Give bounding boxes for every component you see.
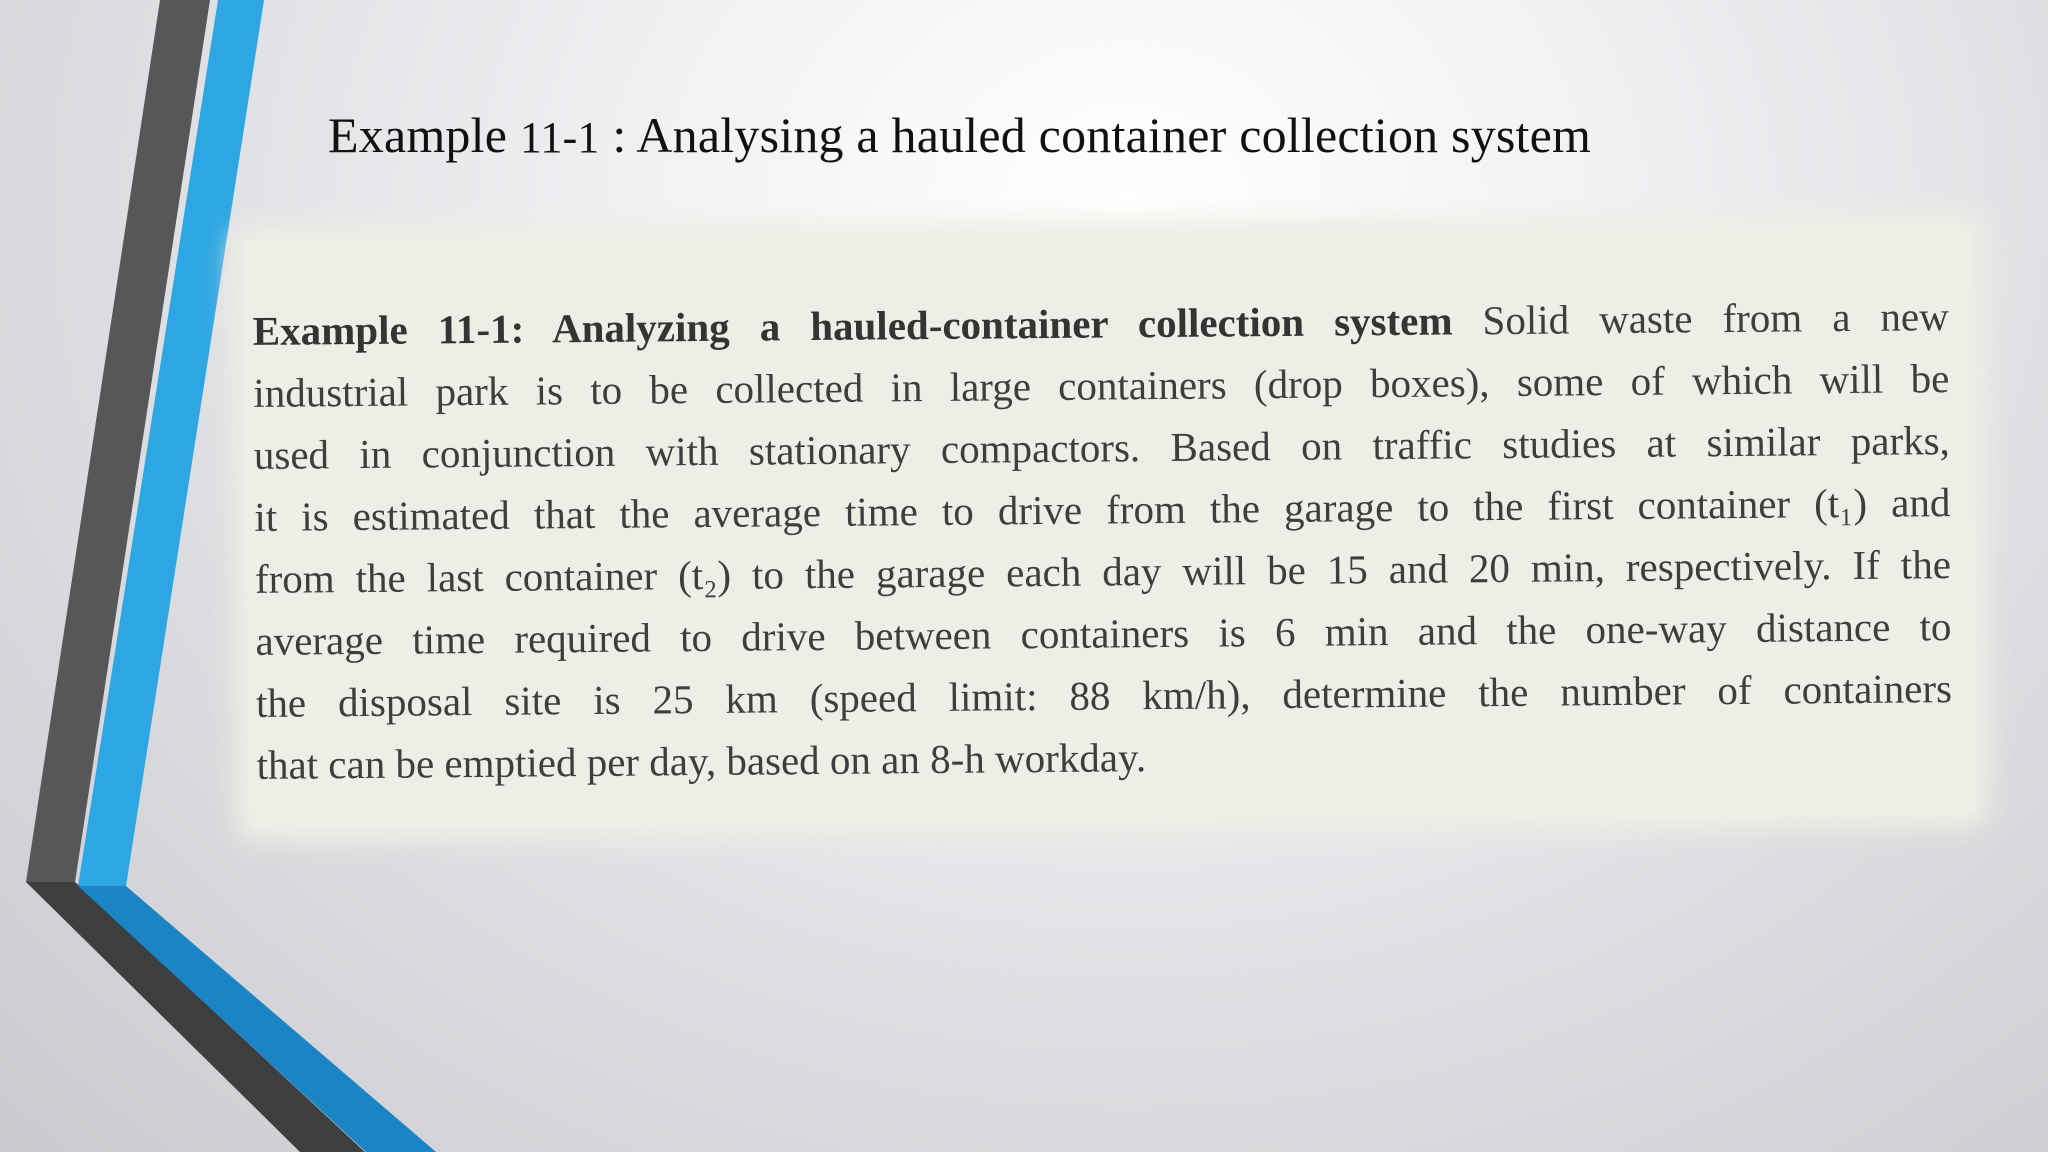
scanned-line-3: used in conjunction with stationary compactors. Based on traffic studies at similar parks, xyxy=(253,417,1951,478)
slide-title-number: 11-1 xyxy=(519,113,600,162)
scanned-line-2: industrial park is to be collected in large containers (drop boxes), some of which will be xyxy=(253,355,1950,416)
scanned-line-6: average time required to drive between containers is 6 min and the one-way distance to xyxy=(255,603,1952,664)
slide-title xyxy=(328,106,1591,164)
scanned-paragraph xyxy=(253,285,1953,796)
slide-title-rest: : Analysing a hauled container collection system xyxy=(599,107,1592,163)
decor-blue-lower-band xyxy=(78,886,436,1152)
scanned-text-image xyxy=(244,225,1977,830)
scanned-line-5: from the last container (t₂) to the garage each day will be 15 and 20 min, respectively. If the xyxy=(254,541,1952,602)
example-heading: Example 11-1: Analyzing a hauled-container collection system xyxy=(252,297,1453,354)
scanned-line-4: it is estimated that the average time to drive from the garage to the first container (t₁) and xyxy=(254,479,1951,540)
decor-gray-lower-band xyxy=(26,882,365,1152)
scanned-line-1-text: Solid waste from a new xyxy=(1452,293,1949,344)
slide-title-prefix: Example xyxy=(328,107,520,163)
scanned-line-7: the disposal site is 25 km (speed limit: 88 km/h), determine the number of containers xyxy=(255,665,1953,726)
scanned-line-8: that can be emptied per day, based on an 8-h workday. xyxy=(256,734,1147,788)
